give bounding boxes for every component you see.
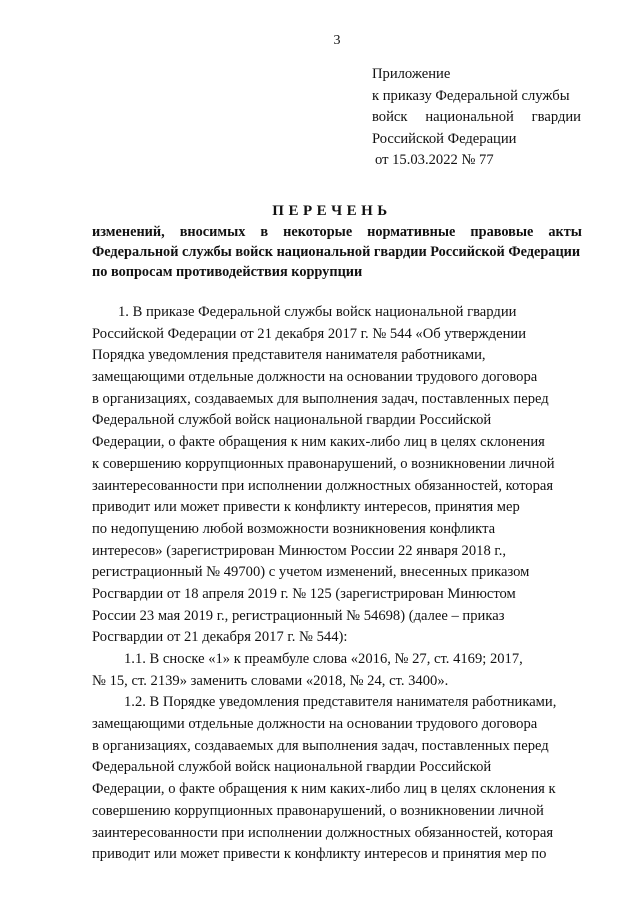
subtitle-line-1: [92, 222, 582, 242]
subtitle-word: изменений,: [92, 224, 165, 240]
appendix-word: гвардии: [531, 109, 581, 125]
document-subtitle: [92, 222, 582, 282]
subtitle-word: в: [260, 224, 269, 240]
subtitle-word: вносимых: [179, 224, 246, 240]
body-line: Федеральной службой войск национальной гвардии Российской: [92, 412, 492, 429]
subtitle-line-3: по вопросам противодействия коррупции: [92, 264, 363, 280]
appendix-block: [372, 64, 582, 172]
appendix-order-ref: к приказу Федеральной службы: [372, 87, 570, 104]
body-line: Федеральной службой войск национальной гвардии Российской: [92, 759, 492, 776]
appendix-label: Приложение: [372, 66, 451, 82]
appendix-word: войск: [372, 109, 408, 125]
subtitle-word: некоторые: [283, 224, 353, 240]
document-body: [92, 302, 582, 866]
body-line: приводит или может привести к конфликту интересов, принятия мер: [92, 499, 520, 516]
body-line: замещающими отдельные должности на основании трудового договора: [92, 716, 538, 733]
document-title: ПЕРЕЧЕНЬ: [272, 203, 392, 219]
subtitle-word: нормативные: [367, 224, 456, 240]
appendix-country: Российской Федерации: [372, 130, 517, 147]
body-line: 1.1. В сноске «1» к преамбуле слова «2016, № 27, ст. 4169; 2017,: [124, 651, 523, 667]
body-line: в организациях, создаваемых для выполнения задач, поставленных перед: [92, 390, 549, 407]
page-number: 3: [333, 33, 341, 48]
subtitle-word: правовые: [470, 224, 534, 240]
body-line: Росгвардии от 18 апреля 2019 г. № 125 (зарегистрирован Минюстом: [92, 585, 516, 602]
body-line: 1. В приказе Федеральной службы войск национальной гвардии: [118, 304, 517, 320]
subtitle-line-2: Федеральной службы войск национальной гвардии Российской Федерации: [92, 244, 581, 260]
body-line: № 15, ст. 2139» заменить словами «2018, № 24, ст. 3400».: [92, 672, 449, 689]
body-line: заинтересованности при исполнении должностных обязанностей, которая: [92, 824, 554, 841]
body-line: Федерации, о факте обращения к ним каких-либо лиц в целях склонения к: [92, 781, 556, 798]
body-line: приводит или может привести к конфликту интересов и принятия мер по: [92, 846, 547, 863]
body-line: регистрационный № 49700) с учетом изменений, внесенных приказом: [92, 564, 530, 581]
subtitle-word: акты: [548, 224, 582, 240]
body-line: России 23 мая 2019 г., регистрационный № 54698) (далее – приказ: [92, 607, 505, 624]
body-line: Российской Федерации от 21 декабря 2017 г. № 544 «Об утверждении: [92, 325, 527, 342]
body-line: Федерации, о факте обращения к ним каких-либо лиц в целях склонения: [92, 434, 545, 451]
appendix-agency-line: [372, 107, 581, 129]
body-line: в организациях, создаваемых для выполнения задач, поставленных перед: [92, 737, 549, 754]
appendix-date-number: от 15.03.2022 № 77: [375, 152, 494, 168]
body-line: интересов» (зарегистрирован Минюстом России 22 января 2018 г.,: [92, 542, 507, 559]
body-line: 1.2. В Порядке уведомления представителя нанимателя работниками,: [124, 694, 557, 711]
body-line: Порядка уведомления представителя нанимателя работниками,: [92, 347, 486, 364]
body-line: совершению коррупционных правонарушений, о возникновении личной: [92, 802, 544, 819]
appendix-word: национальной: [425, 109, 514, 125]
body-line: Росгвардии от 21 декабря 2017 г. № 544):: [92, 629, 348, 646]
body-line: заинтересованности при исполнении должностных обязанностей, которая: [92, 477, 554, 494]
body-line: к совершению коррупционных правонарушений, о возникновении личной: [92, 455, 555, 472]
body-line: по недопущению любой возможности возникновения конфликта: [92, 520, 496, 537]
body-line: замещающими отдельные должности на основании трудового договора: [92, 369, 538, 386]
